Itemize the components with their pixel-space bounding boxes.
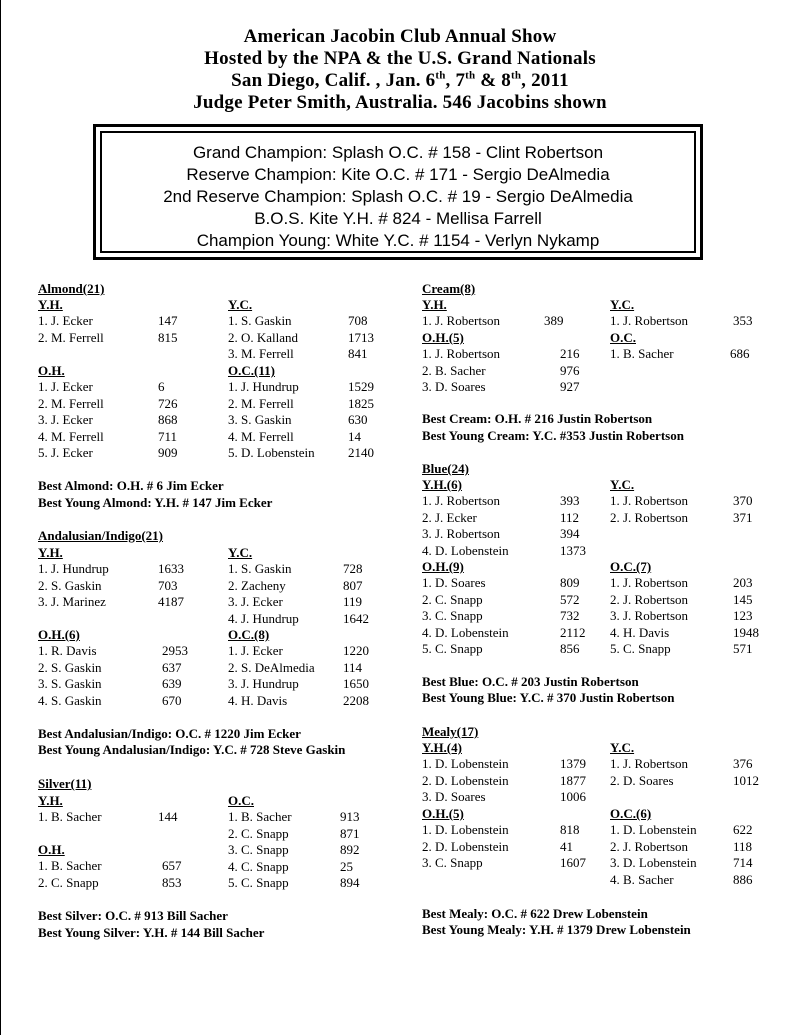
blue-oh-heading: O.H.(9): [422, 559, 464, 574]
almond-oc-entry-name: 1. J. Hundrup: [228, 379, 299, 394]
almond-yh-entry-band: 815: [158, 329, 178, 345]
andalusian-oc-entry-band: 1220: [343, 643, 369, 658]
cream-oc-entry-band: 686: [730, 346, 750, 361]
silver-oc-heading: O.C.: [228, 793, 254, 808]
mealy-yc-heading: Y.C.: [610, 740, 635, 755]
blue-yh-entry-band: 394: [560, 526, 580, 542]
blue-oc-entry-band: 145: [733, 591, 753, 607]
blue-oh-entry-name: 2. C. Snapp: [422, 591, 483, 607]
header-title: American Jacobin Club Annual Show: [243, 26, 557, 47]
header-location-part: , 7: [445, 70, 466, 91]
mealy-oh-heading: O.H.(5): [422, 806, 464, 821]
blue-oc-entry-band: 123: [733, 608, 753, 624]
cream-oh-entry-name: 2. B. Sacher: [422, 362, 486, 378]
blue-yh-entry-band: 112: [560, 509, 580, 525]
silver-oc-entry-name: 4. C. Snapp: [228, 858, 289, 874]
silver-oh-entry-name: 1. B. Sacher: [38, 858, 102, 873]
almond-yc-entry-band: 841: [348, 346, 368, 362]
blue-yh-entry-band: 393: [560, 493, 580, 508]
header-judge: Judge Peter Smith, Australia. 546 Jacobins shown: [193, 92, 607, 113]
silver-oc-entry-name: 1. B. Sacher: [228, 809, 292, 824]
andalusian-section-title: Andalusian/Indigo(21): [38, 528, 163, 543]
champions-box-inner: [100, 131, 696, 253]
blue-yh-entry-name: 4. D. Lobenstein: [422, 542, 509, 558]
silver-yh-heading: Y.H.: [38, 793, 63, 808]
blue-oh-entry-band: 856: [560, 641, 580, 657]
almond-yc-entry-name: 1. S. Gaskin: [228, 313, 292, 328]
almond-oh-entry-name: 1. J. Ecker: [38, 379, 93, 394]
blue-best-young: Best Young Blue: Y.C. # 370 Justin Robertson: [422, 690, 675, 705]
almond-yc-entry-name: 3. M. Ferrell: [228, 346, 294, 362]
mealy-best: Best Mealy: O.C. # 622 Drew Lobenstein: [422, 906, 648, 921]
andalusian-oc-heading: O.C.(8): [228, 627, 270, 642]
mealy-yh-entry-name: 3. D. Soares: [422, 789, 486, 805]
almond-section-title: Almond(21): [38, 281, 105, 296]
almond-oh-entry-name: 2. M. Ferrell: [38, 395, 104, 411]
silver-oc-entry-band: 25: [340, 858, 353, 874]
andalusian-oh-entry-name: 3. S. Gaskin: [38, 676, 102, 692]
blue-oh-entry-band: 809: [560, 575, 580, 590]
silver-oc-entry-band: 892: [340, 842, 360, 858]
andalusian-yc-entry-band: 728: [343, 561, 363, 576]
blue-yc-entry-band: 371: [733, 509, 753, 525]
header-location: [0, 70, 800, 92]
andalusian-oc-entry-name: 4. H. Davis: [228, 692, 288, 708]
cream-oh-entry-name: 3. D. Soares: [422, 379, 486, 395]
mealy-yc-entry-name: 2. D. Soares: [610, 772, 674, 788]
almond-yc-heading: Y.C.: [228, 297, 253, 312]
mealy-oc-entry-name: 1. D. Lobenstein: [610, 822, 697, 837]
almond-yc-entry-name: 2. O. Kalland: [228, 329, 299, 345]
silver-oc-entry-band: 913: [340, 809, 360, 824]
almond-oh-entry-band: 6: [158, 379, 165, 394]
andalusian-oh-entry-band: 637: [162, 659, 182, 675]
almond-oc-entry-name: 4. M. Ferrell: [228, 428, 294, 444]
andalusian-yh-entry-band: 703: [158, 577, 178, 593]
cream-oh-entry-band: 216: [560, 346, 580, 361]
almond-oc-entry-band: 630: [348, 412, 368, 428]
cream-yc-heading: Y.C.: [610, 297, 635, 312]
andalusian-yc-entry-band: 1642: [343, 610, 369, 626]
almond-yh-heading: Y.H.: [38, 297, 63, 312]
mealy-oc-entry-name: 4. B. Sacher: [610, 871, 674, 887]
mealy-yc-entry-name: 1. J. Robertson: [610, 756, 688, 771]
blue-yh-entry-band: 1373: [560, 542, 586, 558]
blue-oc-entry-band: 571: [733, 641, 753, 657]
header-location-part: , 2011: [521, 70, 569, 91]
blue-oc-entry-name: 2. J. Robertson: [610, 591, 688, 607]
mealy-oc-entry-name: 3. D. Lobenstein: [610, 855, 697, 871]
mealy-oh-entry-band: 41: [560, 838, 573, 854]
andalusian-yh-entry-name: 3. J. Marinez: [38, 594, 106, 610]
cream-oh-heading: O.H.(5): [422, 330, 464, 345]
mealy-yh-entry-band: 1006: [560, 789, 586, 805]
header-location-part: San Diego, Calif. , Jan. 6: [231, 70, 436, 91]
silver-best-young: Best Young Silver: Y.H. # 144 Bill Sacher: [38, 925, 265, 940]
almond-oh-entry-name: 5. J. Ecker: [38, 445, 93, 461]
cream-oh-entry-band: 927: [560, 379, 580, 395]
silver-oc-entry-name: 3. C. Snapp: [228, 842, 289, 858]
almond-oh-entry-band: 726: [158, 395, 178, 411]
andalusian-yc-entry-name: 4. J. Hundrup: [228, 610, 299, 626]
blue-yc-entry-name: 2. J. Robertson: [610, 509, 688, 525]
almond-oh-entry-band: 711: [158, 428, 178, 444]
andalusian-oc-entry-band: 1650: [343, 676, 369, 692]
champions-box: [93, 124, 703, 260]
blue-yc-entry-name: 1. J. Robertson: [610, 493, 688, 508]
mealy-yh-heading: Y.H.(4): [422, 740, 462, 755]
blue-yh-heading: Y.H.(6): [422, 477, 462, 492]
andalusian-oh-entry-name: 1. R. Davis: [38, 643, 97, 658]
andalusian-yh-entry-name: 1. J. Hundrup: [38, 561, 109, 576]
andalusian-yc-entry-name: 2. Zacheny: [228, 577, 286, 593]
blue-oh-entry-name: 1. D. Soares: [422, 575, 486, 590]
silver-oc-entry-band: 894: [340, 875, 360, 891]
cream-oc-entry-name: 1. B. Sacher: [610, 346, 674, 361]
blue-section-title: Blue(24): [422, 461, 469, 476]
cream-best: Best Cream: O.H. # 216 Justin Robertson: [422, 411, 653, 426]
champion-young: Champion Young: White Y.C. # 1154 - Verlyn Nykamp: [196, 231, 600, 250]
mealy-oh-entry-band: 818: [560, 822, 580, 837]
almond-best: Best Almond: O.H. # 6 Jim Ecker: [38, 478, 224, 493]
mealy-yh-entry-band: 1379: [560, 756, 586, 771]
header-ordinal: th: [465, 69, 476, 82]
mealy-yc-entry-band: 376: [733, 756, 753, 771]
silver-section-title: Silver(11): [38, 776, 92, 791]
cream-oh-entry-name: 1. J. Robertson: [422, 346, 500, 361]
cream-yh-heading: Y.H.: [422, 297, 447, 312]
almond-oc-entry-name: 5. D. Lobenstein: [228, 445, 315, 461]
mealy-oh-entry-name: 3. C. Snapp: [422, 855, 483, 871]
andalusian-yh-entry-band: 1633: [158, 561, 184, 576]
blue-oh-entry-name: 4. D. Lobenstein: [422, 624, 509, 640]
cream-oc-heading: O.C.: [610, 330, 636, 345]
almond-oh-entry-name: 4. M. Ferrell: [38, 428, 104, 444]
blue-oh-entry-band: 2112: [560, 624, 586, 640]
andalusian-oc-entry-name: 3. J. Hundrup: [228, 676, 299, 692]
header-host: Hosted by the NPA & the U.S. Grand Nationals: [204, 48, 596, 69]
andalusian-yc-entry-band: 119: [343, 594, 363, 610]
silver-oh-entry-name: 2. C. Snapp: [38, 874, 99, 890]
almond-oc-entry-band: 1529: [348, 379, 374, 394]
silver-oh-entry-band: 657: [162, 858, 182, 873]
mealy-oc-entry-name: 2. J. Robertson: [610, 838, 688, 854]
andalusian-oc-entry-band: 2208: [343, 692, 369, 708]
cream-yh-entry-name: 1. J. Robertson: [422, 313, 500, 328]
mealy-oc-entry-band: 886: [733, 871, 753, 887]
andalusian-yc-entry-name: 1. S. Gaskin: [228, 561, 292, 576]
cream-oh-entry-band: 976: [560, 362, 580, 378]
andalusian-yc-entry-band: 807: [343, 577, 363, 593]
mealy-best-young: Best Young Mealy: Y.H. # 1379 Drew Lobenstein: [422, 922, 691, 937]
blue-oh-entry-band: 572: [560, 591, 580, 607]
almond-oh-entry-band: 909: [158, 445, 178, 461]
andalusian-oc-entry-name: 2. S. DeAlmedia: [228, 659, 315, 675]
silver-best: Best Silver: O.C. # 913 Bill Sacher: [38, 908, 228, 923]
blue-oc-entry-band: 203: [733, 575, 753, 590]
blue-oc-heading: O.C.(7): [610, 559, 652, 574]
blue-yh-entry-name: 3. J. Robertson: [422, 526, 500, 542]
almond-oh-entry-band: 868: [158, 412, 178, 428]
almond-oc-entry-name: 3. S. Gaskin: [228, 412, 292, 428]
cream-best-young: Best Young Cream: Y.C. #353 Justin Robertson: [422, 428, 684, 443]
andalusian-yh-entry-band: 4187: [158, 594, 184, 610]
cream-yc-entry-band: 353: [733, 313, 753, 328]
silver-oc-entry-band: 871: [340, 825, 360, 841]
blue-best: Best Blue: O.C. # 203 Justin Robertson: [422, 674, 639, 689]
mealy-oc-entry-band: 714: [733, 855, 753, 871]
page-header: [0, 26, 800, 114]
andalusian-yh-entry-name: 2. S. Gaskin: [38, 577, 102, 593]
header-ordinal: th: [510, 69, 522, 82]
blue-yh-entry-name: 2. J. Ecker: [422, 509, 477, 525]
andalusian-oc-entry-band: 114: [343, 659, 363, 675]
blue-yh-entry-name: 1. J. Robertson: [422, 493, 500, 508]
page-left-border: [0, 0, 1, 1035]
header-ordinal: th: [435, 69, 446, 82]
silver-oh-heading: O.H.: [38, 842, 65, 857]
reserve-champion: Reserve Champion: Kite O.C. # 171 - Sergio DeAlmedia: [186, 165, 610, 184]
mealy-oh-entry-name: 2. D. Lobenstein: [422, 838, 509, 854]
andalusian-yc-heading: Y.C.: [228, 545, 253, 560]
best-opposite-sex: B.O.S. Kite Y.H. # 824 - Mellisa Farrell: [254, 209, 542, 228]
almond-oc-heading: O.C.(11): [228, 363, 275, 378]
almond-yh-entry-name: 1. J. Ecker: [38, 313, 93, 328]
almond-oc-entry-name: 2. M. Ferrell: [228, 395, 294, 411]
silver-oh-entry-band: 853: [162, 874, 182, 890]
mealy-section-title: Mealy(17): [422, 724, 479, 739]
blue-yc-heading: Y.C.: [610, 477, 635, 492]
almond-oc-entry-band: 2140: [348, 445, 374, 461]
mealy-oh-entry-band: 1607: [560, 855, 586, 871]
almond-yh-entry-name: 2. M. Ferrell: [38, 329, 104, 345]
blue-oc-entry-name: 3. J. Robertson: [610, 608, 688, 624]
mealy-yc-entry-band: 1012: [733, 772, 759, 788]
andalusian-yh-heading: Y.H.: [38, 545, 63, 560]
andalusian-oh-entry-name: 2. S. Gaskin: [38, 659, 102, 675]
almond-oh-heading: O.H.: [38, 363, 65, 378]
mealy-yh-entry-band: 1877: [560, 772, 586, 788]
mealy-oc-entry-band: 118: [733, 838, 753, 854]
almond-oc-entry-band: 14: [348, 428, 361, 444]
mealy-oc-heading: O.C.(6): [610, 806, 652, 821]
blue-oh-entry-name: 3. C. Snapp: [422, 608, 483, 624]
cream-yh-entry-band: 389: [544, 313, 564, 328]
cream-yc-entry-name: 1. J. Robertson: [610, 313, 688, 328]
silver-oc-entry-name: 5. C. Snapp: [228, 875, 289, 891]
andalusian-oh-entry-band: 2953: [162, 643, 188, 658]
almond-yc-entry-band: 708: [348, 313, 368, 328]
blue-oh-entry-band: 732: [560, 608, 580, 624]
blue-oc-entry-name: 4. H. Davis: [610, 624, 670, 640]
almond-yh-entry-band: 147: [158, 313, 178, 328]
andalusian-oh-entry-name: 4. S. Gaskin: [38, 692, 102, 708]
silver-oc-entry-name: 2. C. Snapp: [228, 825, 289, 841]
mealy-oc-entry-band: 622: [733, 822, 753, 837]
andalusian-oh-heading: O.H.(6): [38, 627, 80, 642]
almond-oc-entry-band: 1825: [348, 395, 374, 411]
andalusian-oh-entry-band: 670: [162, 692, 182, 708]
andalusian-oc-entry-name: 1. J. Ecker: [228, 643, 283, 658]
andalusian-oh-entry-band: 639: [162, 676, 182, 692]
blue-yc-entry-band: 370: [733, 493, 753, 508]
almond-best-young: Best Young Almond: Y.H. # 147 Jim Ecker: [38, 495, 273, 510]
silver-yh-entry-band: 144: [158, 809, 178, 824]
grand-champion: Grand Champion: Splash O.C. # 158 - Clint Robertson: [192, 143, 604, 162]
andalusian-yc-entry-name: 3. J. Ecker: [228, 594, 283, 610]
blue-oc-entry-name: 1. J. Robertson: [610, 575, 688, 590]
almond-yc-entry-band: 1713: [348, 329, 374, 345]
blue-oc-entry-name: 5. C. Snapp: [610, 641, 671, 657]
header-location-part: & 8: [475, 70, 511, 91]
almond-oh-entry-name: 3. J. Ecker: [38, 412, 93, 428]
blue-oc-entry-band: 1948: [733, 624, 759, 640]
mealy-oh-entry-name: 1. D. Lobenstein: [422, 822, 509, 837]
blue-oh-entry-name: 5. C. Snapp: [422, 641, 483, 657]
cream-section-title: Cream(8): [422, 281, 476, 296]
mealy-yh-entry-name: 2. D. Lobenstein: [422, 772, 509, 788]
second-reserve-champion: 2nd Reserve Champion: Splash O.C. # 19 - Sergio DeAlmedia: [163, 187, 633, 206]
silver-yh-entry-name: 1. B. Sacher: [38, 809, 102, 824]
mealy-yh-entry-name: 1. D. Lobenstein: [422, 756, 509, 771]
andalusian-best: Best Andalusian/Indigo: O.C. # 1220 Jim Ecker: [38, 726, 301, 741]
andalusian-best-young: Best Young Andalusian/Indigo: Y.C. # 728 Steve Gaskin: [38, 742, 346, 757]
